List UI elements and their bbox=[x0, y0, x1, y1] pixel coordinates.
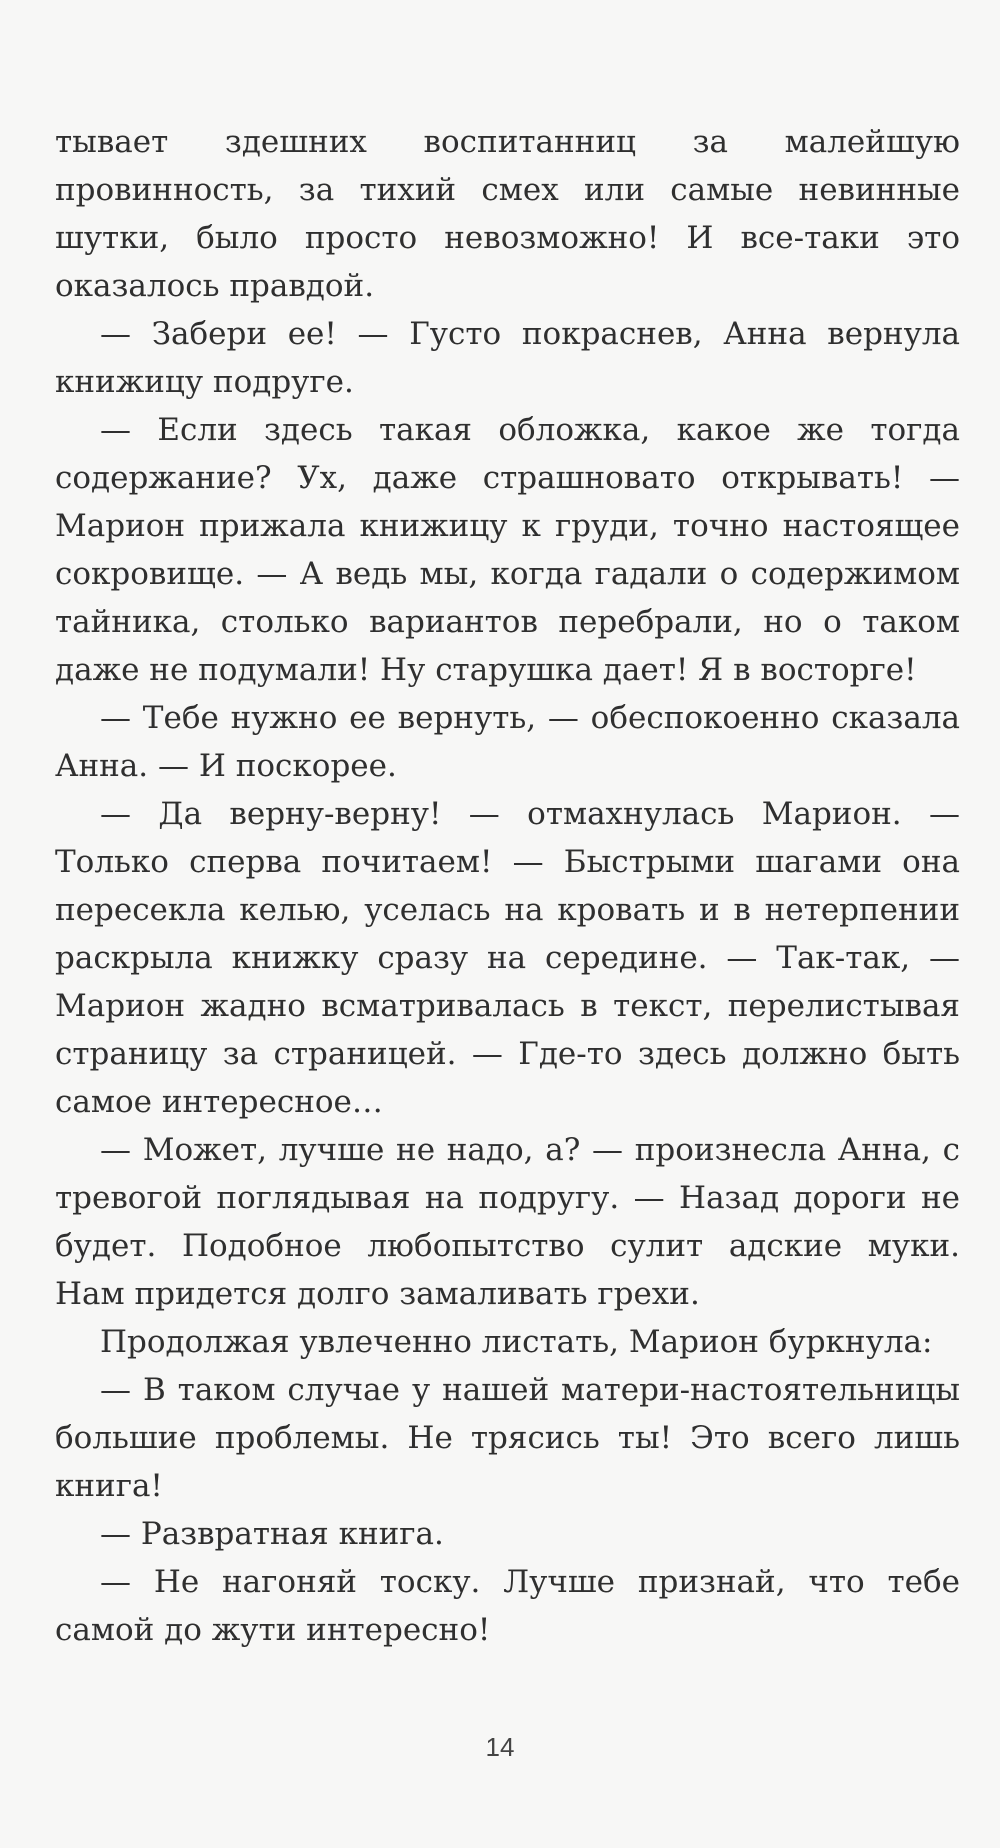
page-number: 14 bbox=[485, 1732, 515, 1762]
paragraph-4: — Тебе нужно ее вернуть, — обеспокоенно сказала Анна. — И поскорее. bbox=[55, 700, 960, 784]
paragraph-1: тывает здешних воспитанниц за малейшую провинность, за тихий смех или самые невинные шутки, было просто невозможно! И все-таки это оказалось правдой. bbox=[55, 124, 960, 304]
paragraph-9: — Развратная книга. bbox=[100, 1516, 444, 1552]
paragraph-8: — В таком случае у нашей матери-настоятельницы большие проблемы. Не трясись ты! Это всего лишь книга! bbox=[55, 1372, 960, 1504]
body-text bbox=[55, 118, 960, 1654]
paragraph-6: — Может, лучше не надо, а? — произнесла Анна, с тревогой поглядывая на подругу. — Назад дороги не будет. Подобное любопытство сулит адские муки. Нам придется долго замаливать грехи. bbox=[55, 1132, 960, 1312]
paragraph-2: — Забери ее! — Густо покраснев, Анна вернула книжицу подруге. bbox=[55, 316, 960, 400]
paragraph-10: — Не нагоняй тоску. Лучше признай, что тебе самой до жути интересно! bbox=[55, 1564, 960, 1648]
paragraph-3: — Если здесь такая обложка, какое же тогда содержание? Ух, даже страшновато открывать! — Марион прижала книжицу к груди, точно настоящее сокровище. — А ведь мы, когда гадали о содержимом тайника, столько вариантов перебрали, но о таком даже не подумали! Ну старушка дает! Я в восторге! bbox=[55, 412, 960, 688]
paragraph-7: Продолжая увлеченно листать, Марион буркнула: bbox=[100, 1324, 933, 1360]
paragraph-5: — Да верну-верну! — отмахнулась Марион. — Только сперва почитаем! — Быстрыми шагами она пересекла келью, уселась на кровать и в нетерпении раскрыла книжку сразу на середине. — Так-так, — Марион жадно всматривалась в текст, перелистывая страницу за страницей. — Где-то здесь должно быть самое интересное… bbox=[55, 796, 960, 1120]
